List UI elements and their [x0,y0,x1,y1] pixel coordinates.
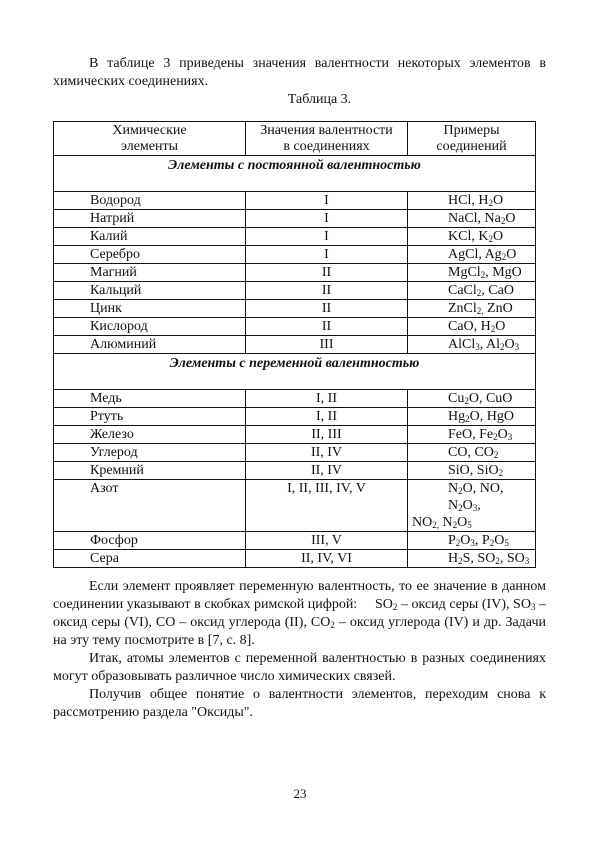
header-line: Значения валентности [260,123,393,138]
body-text [53,578,546,722]
table-row [54,390,536,408]
examples-cell: AlCl$_3$, $Al_2O_3$ [408,336,536,354]
examples-line: $NO_{2,}$ $N_2O_5$ [412,515,472,530]
examples-cell: ZnCl$_{2,}$ ZnO [408,300,536,318]
header-elements [54,122,246,156]
table-row [54,246,536,264]
table-row [54,532,536,550]
valence-table [53,121,536,568]
valence-cell: I [246,210,408,228]
valence-cell: I, II, III, IV, V [246,480,408,532]
valence-cell: III [246,336,408,354]
table-row [54,408,536,426]
examples-cell: $Hg_2O$, HgO [408,408,536,426]
header-valence [246,122,408,156]
valence-cell: II, IV, VI [246,550,408,568]
element-cell: Медь [54,390,246,408]
valence-cell: I, II [246,408,408,426]
header-line: соединений [436,139,507,154]
element-cell: Железо [54,426,246,444]
examples-cell: AgCl, $Ag_2O$ [408,246,536,264]
header-line: Химические [112,123,187,138]
table-row [54,228,536,246]
element-cell: Ртуть [54,408,246,426]
examples-cell: NaCl, $Na_2O$ [408,210,536,228]
examples-line: $N_2O$, NO, $N_2O_3$, [448,481,504,513]
section-title: Элементы с постоянной валентностью [54,156,536,192]
section-header-row [54,156,536,192]
table-row [54,210,536,228]
valence-cell: I [246,246,408,264]
table-row [54,264,536,282]
element-cell: Алюминий [54,336,246,354]
valence-cell: II [246,318,408,336]
element-cell: Кислород [54,318,246,336]
table-row [54,444,536,462]
header-examples [408,122,536,156]
valence-cell: II, III [246,426,408,444]
element-cell: Кремний [54,462,246,480]
header-line: Примеры [443,123,500,138]
page-number: 23 [293,786,307,801]
valence-cell: III, V [246,532,408,550]
table-row [54,462,536,480]
section-title: Элементы с переменной валентностью [54,354,536,390]
table-caption: Таблица 3. [287,92,352,107]
element-cell: Фосфор [54,532,246,550]
table-row [54,300,536,318]
header-line: элементы [120,139,179,154]
table-row [54,318,536,336]
element-cell: Кальций [54,282,246,300]
section-header-row [54,354,536,390]
examples-cell: FeO, $Fe_2O_3$ [408,426,536,444]
examples-cell: $Cu_2O$, CuO [408,390,536,408]
body-paragraph: Если элемент проявляет переменную валентность, то ее значение в данном соединении указывают в скобках римской цифрой: $SO_2$ – оксид серы (IV), $SO_3$ – оксид серы (VI), CO – оксид углерода (II), $CO_2$ – оксид углерода (IV) и др. Задачи на эту тему посмотрите в [7, с. 8]. [53,579,547,648]
document-page [53,55,546,722]
examples-cell: CaO, $H_2O$ [408,318,536,336]
valence-cell: II [246,282,408,300]
table-row [54,192,536,210]
valence-cell: II [246,264,408,282]
table-row [54,480,536,532]
valence-cell: II, IV [246,462,408,480]
element-cell: Цинк [54,300,246,318]
body-paragraph: Итак, атомы элементов с переменной валентностью в разных соединениях могут образовывать различное число химических связей. [53,651,546,684]
element-cell: Калий [54,228,246,246]
examples-cell: CO, $CO_2$ [408,444,536,462]
examples-cell: KCl, $K_2O$ [408,228,536,246]
element-cell: Серебро [54,246,246,264]
valence-cell: I, II [246,390,408,408]
examples-cell: CaCl$_2$, CaO [408,282,536,300]
valence-cell: II [246,300,408,318]
table-row [54,336,536,354]
element-cell: Сера [54,550,246,568]
table-row [54,282,536,300]
examples-cell: MgCl$_2$, MgO [408,264,536,282]
table-row [54,426,536,444]
element-cell: Водород [54,192,246,210]
table-header-row [54,122,536,156]
examples-cell: $P_2O_3$, $P_2O_5$ [408,532,536,550]
intro-paragraph: В таблице 3 приведены значения валентности некоторых элементов в химических соединениях. [53,56,546,89]
valence-cell: I [246,192,408,210]
examples-cell: SiO, SiO$_2$ [408,462,536,480]
table-row [54,550,536,568]
table-body [54,156,536,568]
body-paragraph: Получив общее понятие о валентности элементов, переходим снова к рассмотрению раздела "Оксиды". [53,687,546,720]
header-line: в соединениях [283,139,370,154]
element-cell: Углерод [54,444,246,462]
valence-cell: I [246,228,408,246]
examples-cell: $H_2S$, $SO_2$, $SO_3$ [408,550,536,568]
element-cell: Магний [54,264,246,282]
examples-cell: HCl, $H_2O$ [408,192,536,210]
element-cell: Азот [54,480,246,532]
examples-cell [408,480,536,532]
valence-cell: II, IV [246,444,408,462]
element-cell: Натрий [54,210,246,228]
